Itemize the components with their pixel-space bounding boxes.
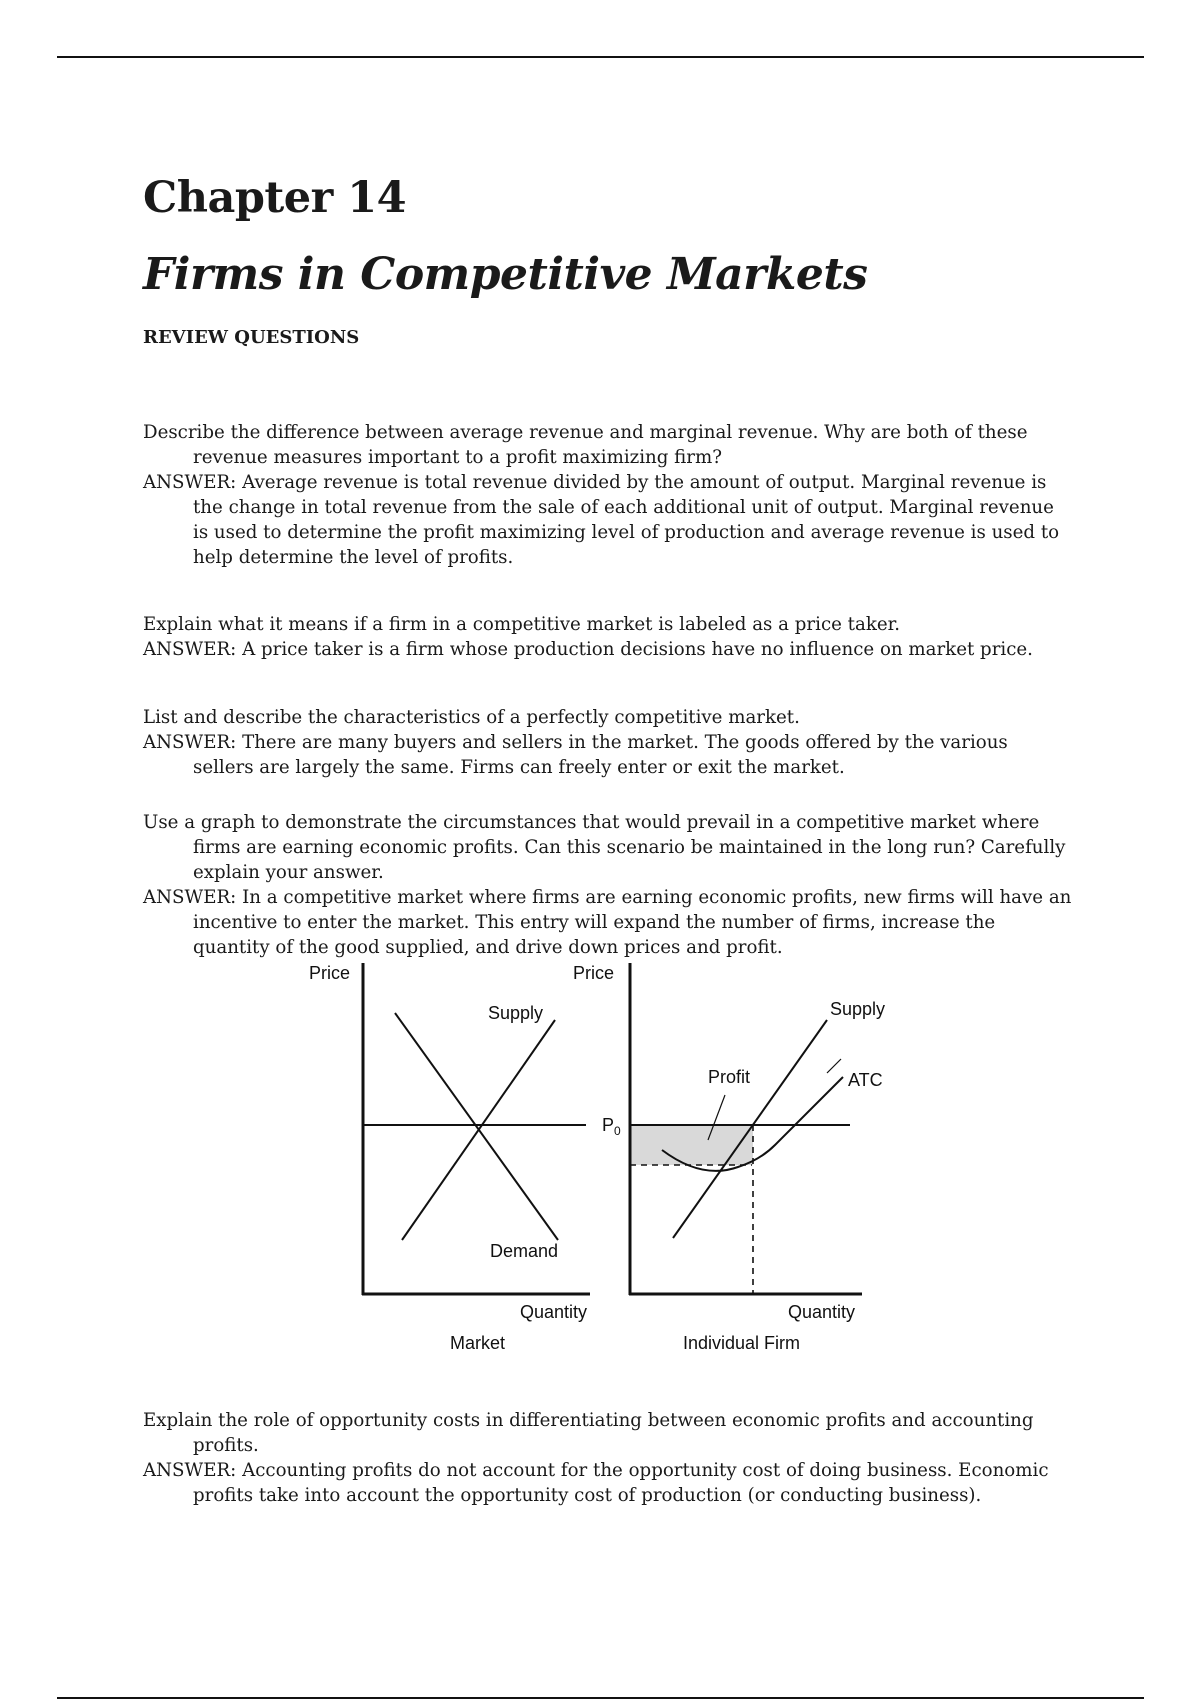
market-demand-line (395, 1013, 558, 1240)
question-text: Explain the role of opportunity costs in differentiating between economic profits and accounting profits. (143, 1410, 1034, 1456)
firm-caption: Individual Firm (683, 1333, 801, 1353)
question-text: List and describe the characteristics of a perfectly competitive market. (143, 707, 800, 728)
market-firm-diagram (290, 955, 910, 1355)
review-question-1 (143, 420, 1073, 570)
chapter-title: Firms in Competitive Markets (143, 249, 868, 300)
question-text: Describe the difference between average revenue and marginal revenue. Why are both of these revenue measures important to a profit maximizing firm? (143, 422, 1028, 468)
firm-x-label: Quantity (788, 1302, 856, 1322)
profit-area (630, 1125, 753, 1165)
chapter-heading: Chapter 14 (143, 173, 407, 223)
market-y-label: Price (309, 963, 351, 983)
answer-text: ANSWER: There are many buyers and sellers in the market. The goods offered by the various sellers are largely the same. Firms can freely enter or exit the market. (143, 732, 1008, 778)
answer-text: ANSWER: Average revenue is total revenue divided by the amount of output. Marginal revenue is the change in total revenue from the sale of each additional unit of output. Marginal revenue is used to determine the profit maximizing level of production and average revenue is used to help determine the level of profits. (143, 472, 1060, 568)
answer-text: ANSWER: A price taker is a firm whose production decisions have no influence on market price. (143, 639, 1033, 660)
atc-label: ATC (848, 1070, 883, 1090)
question-text: Explain what it means if a firm in a competitive market is labeled as a price taker. (143, 614, 901, 635)
top-rule (57, 56, 1144, 58)
firm-y-label: Price (573, 963, 615, 983)
section-heading: REVIEW QUESTIONS (143, 327, 360, 348)
answer-text: ANSWER: Accounting profits do not account for the opportunity cost of doing business. Economic profits take into account the opportunity cost of production (or conducting business). (143, 1460, 1049, 1506)
market-demand-label: Demand (490, 1241, 559, 1261)
atc-pointer (827, 1059, 841, 1073)
bottom-rule (57, 1697, 1144, 1699)
answer-text: ANSWER: In a competitive market where firms are earning economic profits, new firms will have an incentive to enter the market. This entry will expand the number of firms, increase the quantity of the good supplied, and drive down prices and profit. (143, 887, 1072, 958)
price-p-label: P (602, 1115, 615, 1135)
market-x-label: Quantity (520, 1302, 588, 1322)
review-question-2 (143, 612, 1033, 662)
diagram-svg (290, 955, 910, 1355)
profit-label: Profit (708, 1067, 751, 1087)
market-supply-label: Supply (488, 1003, 544, 1023)
question-text: Use a graph to demonstrate the circumstances that would prevail in a competitive market where firms are earning economic profits. Can this scenario be maintained in the long run? Carefully explain your answer. (143, 812, 1066, 883)
review-question-3 (143, 705, 1073, 780)
price-subscript: 0 (614, 1124, 621, 1138)
firm-supply-label: Supply (830, 999, 886, 1019)
market-caption: Market (450, 1333, 506, 1353)
review-question-5 (143, 1408, 1073, 1508)
price-p0-label (602, 1115, 621, 1138)
review-question-4 (143, 810, 1073, 960)
